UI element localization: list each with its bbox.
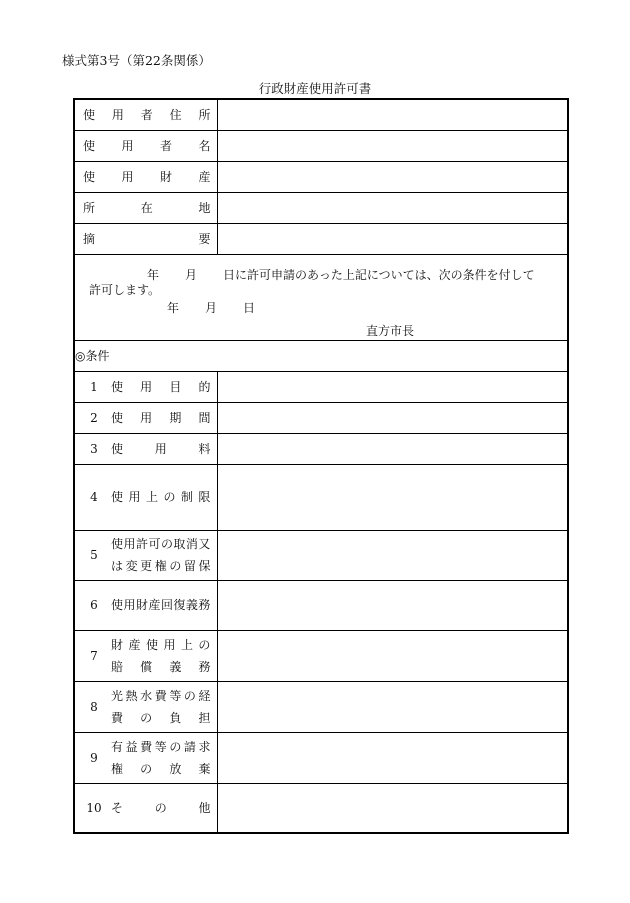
- condition-value-field[interactable]: [217, 732, 568, 783]
- condition-value-field[interactable]: [217, 783, 568, 833]
- form-row: [74, 130, 568, 161]
- condition-value-field[interactable]: [217, 530, 568, 580]
- condition-value-field[interactable]: [217, 402, 568, 433]
- row-label: 所 在 地: [74, 192, 217, 223]
- condition-row: [74, 371, 568, 402]
- condition-row: [74, 402, 568, 433]
- condition-value-field[interactable]: [217, 464, 568, 530]
- permit-form-table: [73, 98, 569, 834]
- issuer-name: 直方市長: [366, 324, 415, 338]
- condition-row: [74, 433, 568, 464]
- condition-text: 財 産 使 用 上 の 賠 償 義 務: [111, 637, 211, 674]
- condition-row: [74, 530, 568, 580]
- condition-label: [74, 402, 217, 433]
- statement-line-2: 許可します。: [89, 283, 161, 297]
- condition-number: 3: [90, 441, 98, 456]
- row-label: 摘 要: [74, 223, 217, 254]
- condition-row: [74, 732, 568, 783]
- row-value-field[interactable]: [217, 192, 568, 223]
- row-label: 使 用 者 住 所: [74, 99, 217, 130]
- row-label: 使 用 者 名: [74, 130, 217, 161]
- row-label: 使 用 財 産: [74, 161, 217, 192]
- form-row: [74, 161, 568, 192]
- condition-text: 使 用 上 の 制 限: [111, 490, 211, 504]
- permit-statement-cell: [74, 254, 568, 340]
- form-row: [74, 99, 568, 130]
- condition-text: 有 益 費 等 の 請 求 権 の 放 棄: [111, 739, 211, 776]
- form-number-label: 様式第3号（第22条関係）: [62, 53, 211, 68]
- conditions-header: ◎条件: [74, 340, 568, 371]
- condition-text: そ の 他: [111, 800, 211, 815]
- condition-value-field[interactable]: [217, 580, 568, 630]
- condition-number: 4: [90, 490, 98, 504]
- condition-text: 使 用 料: [111, 441, 211, 456]
- row-value-field[interactable]: [217, 223, 568, 254]
- condition-row: [74, 464, 568, 530]
- condition-label: [74, 433, 217, 464]
- form-row: [74, 192, 568, 223]
- condition-value-field[interactable]: [217, 371, 568, 402]
- condition-label: [74, 371, 217, 402]
- condition-row: [74, 783, 568, 833]
- condition-row: [74, 681, 568, 732]
- condition-label: [74, 732, 217, 783]
- row-value-field[interactable]: [217, 99, 568, 130]
- row-value-field[interactable]: [217, 161, 568, 192]
- condition-label: [74, 783, 217, 833]
- condition-value-field[interactable]: [217, 681, 568, 732]
- condition-number: 10: [86, 800, 102, 815]
- condition-number: 5: [90, 548, 98, 562]
- condition-label: [74, 630, 217, 681]
- condition-number: 9: [90, 750, 98, 765]
- condition-text: 使 用 財 産 回 復 義 務: [111, 598, 211, 612]
- condition-number: 7: [90, 648, 98, 663]
- condition-number: 6: [90, 598, 98, 612]
- condition-label: [74, 681, 217, 732]
- condition-label: [74, 530, 217, 580]
- condition-value-field[interactable]: [217, 630, 568, 681]
- condition-number: 1: [90, 379, 98, 394]
- condition-text: 光 熱 水 費 等 の 経 費 の 負 担: [111, 688, 211, 725]
- condition-text: 使 用 期 間: [111, 410, 211, 425]
- condition-label: [74, 464, 217, 530]
- condition-label: [74, 580, 217, 630]
- condition-text: 使 用 許 可 の 取 消 又 は 変 更 権 の 留 保: [111, 537, 211, 573]
- condition-number: 8: [90, 699, 98, 714]
- statement-line-1: 年 月 日に許可申請のあった上記については、次の条件を付して: [147, 268, 535, 282]
- form-row: [74, 223, 568, 254]
- condition-value-field[interactable]: [217, 433, 568, 464]
- statement-date-line: 年 月 日: [167, 301, 256, 315]
- row-value-field[interactable]: [217, 130, 568, 161]
- condition-text: 使 用 目 的: [111, 379, 211, 394]
- condition-row: [74, 580, 568, 630]
- document-title: 行政財産使用許可書: [258, 81, 372, 96]
- condition-row: [74, 630, 568, 681]
- condition-number: 2: [90, 410, 98, 425]
